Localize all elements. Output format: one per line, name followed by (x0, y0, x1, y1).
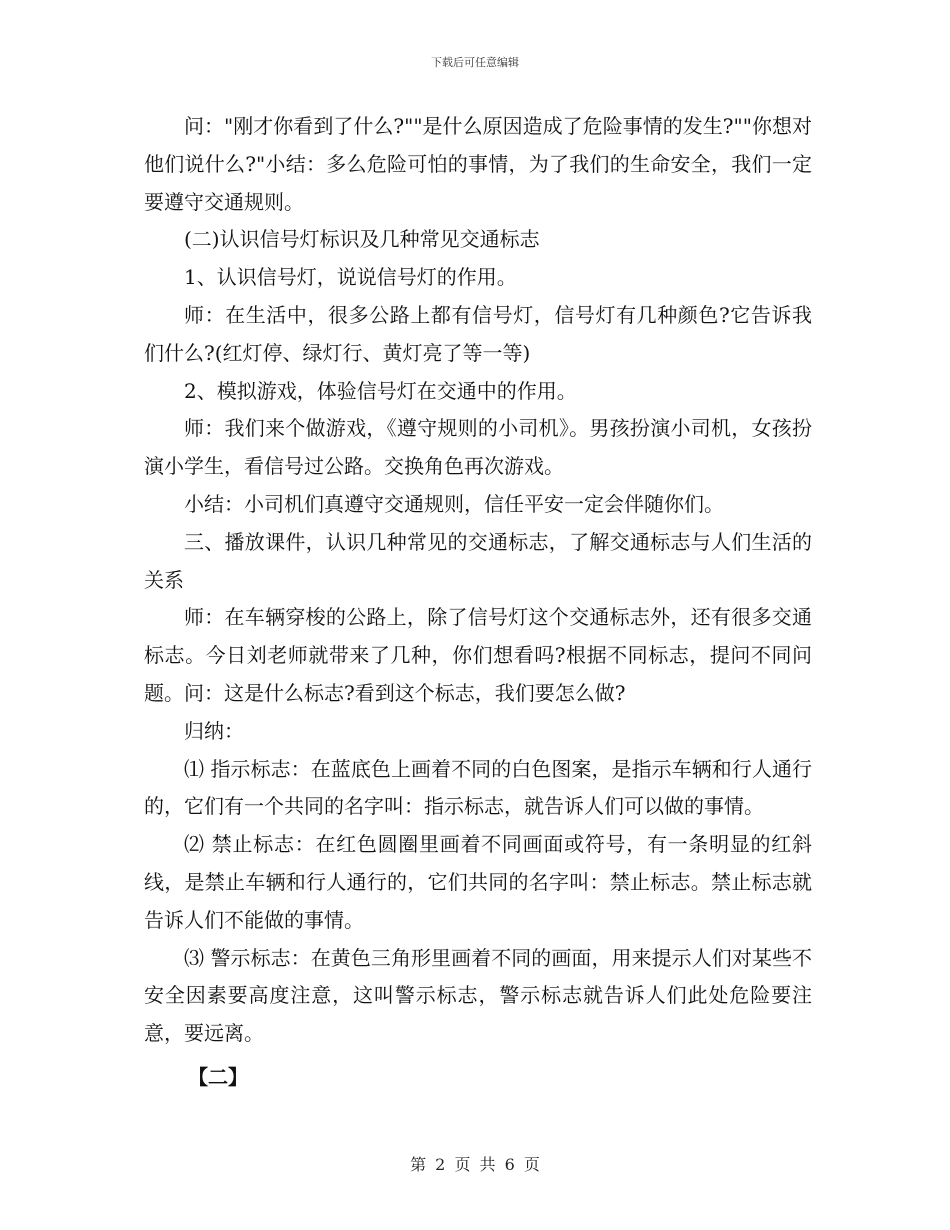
paragraph-question: 问："刚才你看到了什么?""是什么原因造成了危险事情的发生?""你想对他们说什么?"小结：多么危险可怕的事情，为了我们的生命安全，我们一定要遵守交通规则。 (144, 114, 812, 214)
paragraph-prohibition-signs: ⑵ 禁止标志：在红色圆圈里画着不同画面或符号，有一条明显的红斜线，是禁止车辆和行人通行的，它们共同的名字叫：禁止标志。禁止标志就告诉人们不能做的事情。 (144, 832, 812, 932)
paragraph-warning-signs: ⑶ 警示标志：在黄色三角形里画着不同的画面，用来提示人们对某些不安全因素要高度注意，这叫警示标志，警示标志就告诉人们此处危险要注意，要远离。 (144, 945, 812, 1046)
page-footer: 第 2 页 共 6 页 (410, 1155, 540, 1174)
paragraph-indication-signs: ⑴ 指示标志：在蓝底色上画着不同的白色图案，是指示车辆和行人通行的，它们有一个共同的名字叫：指示标志，就告诉人们可以做的事情。 (144, 756, 812, 819)
paragraph-step-2: 2、模拟游戏，体验信号灯在交通中的作用。 (184, 378, 577, 403)
document-body (144, 108, 812, 1097)
paragraph-conclusion-label: 归纳： (184, 718, 244, 743)
paragraph-summary: 小结：小司机们真遵守交通规则，信任平安一定会伴随你们。 (184, 491, 724, 516)
section-mark-two: 【二】 (188, 1064, 248, 1089)
paragraph-teacher-traffic-signs: 师：在车辆穿梭的公路上，除了信号灯这个交通标志外，还有很多交通标志。今日刘老师就带来了几种，你们想看吗?根据不同标志，提问不同问题。问：这是什么标志?看到这个标志，我们要怎么做? (144, 605, 812, 705)
page-header: 下载后可任意编辑 (431, 56, 519, 69)
paragraph-teacher-signal-lights: 师：在生活中，很多公路上都有信号灯，信号灯有几种颜色?它告诉我们什么?(红灯停、绿灯行、黄灯亮了等一等) (144, 302, 812, 365)
paragraph-section-two-heading: (二)认识信号灯标识及几种常见交通标志 (184, 227, 540, 252)
paragraph-step-1: 1、认识信号灯，说说信号灯的作用。 (184, 265, 517, 290)
paragraph-section-three-heading: 三、播放课件，认识几种常见的交通标志，了解交通标志与人们生活的关系 (144, 529, 812, 592)
paragraph-teacher-game: 师：我们来个做游戏，《遵守规则的小司机》。男孩扮演小司机，女孩扮演小学生，看信号过公路。交换角色再次游戏。 (144, 416, 812, 479)
